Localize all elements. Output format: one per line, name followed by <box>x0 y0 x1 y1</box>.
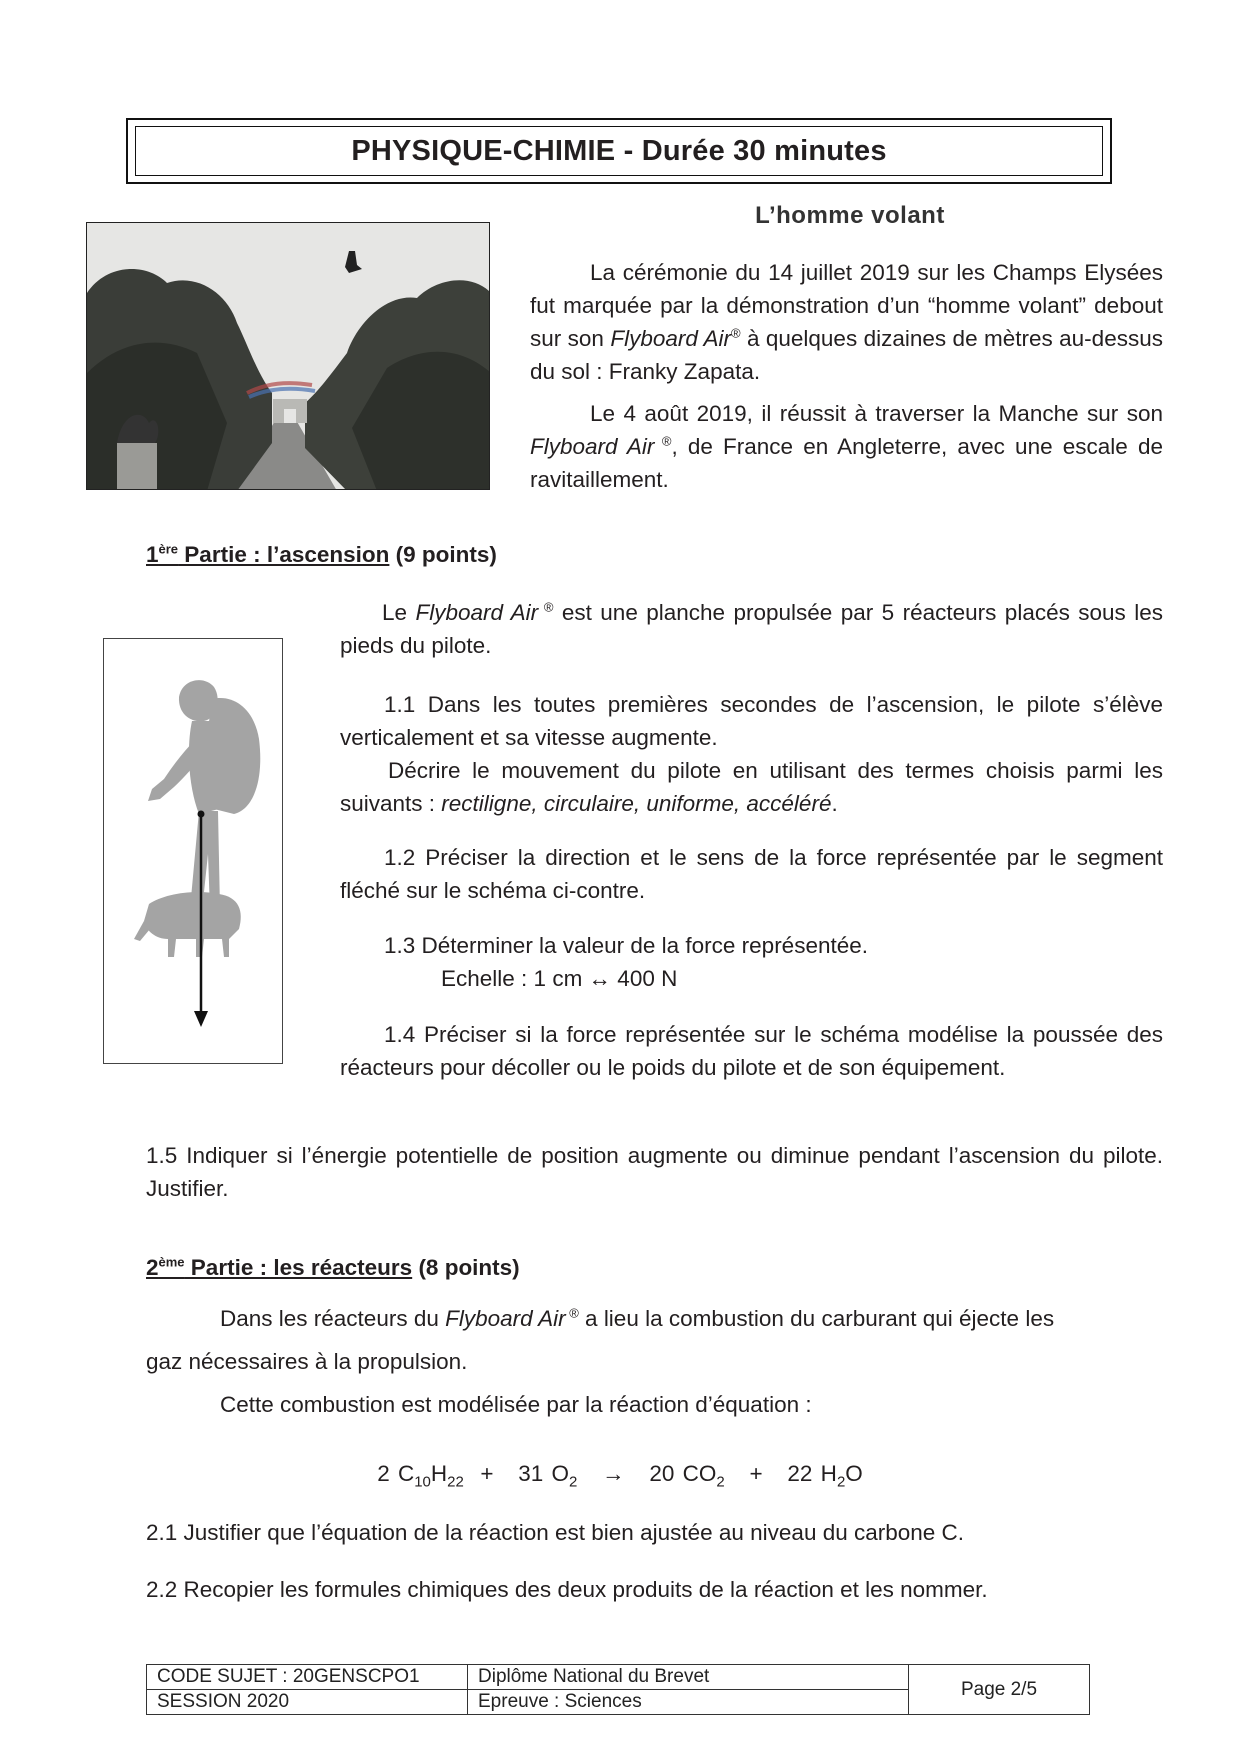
text-run: H <box>430 1461 448 1486</box>
footer-exam: Epreuve : Sciences <box>468 1690 909 1715</box>
footer-code: CODE SUJET : 20GENSCPO1 <box>147 1665 468 1690</box>
text-run: O <box>845 1461 863 1486</box>
part2-intro-line-3: Cette combustion est modélisée par la réaction d’équation : <box>220 1392 812 1417</box>
question-1-4-text: 1.4 Préciser si la force représentée sur le schéma modélise la poussée des réacteurs pour décoller ou le poids du pilote et de son équipement. <box>340 1022 1163 1080</box>
text-run: 10 <box>414 1473 431 1491</box>
text-run: , de France en Angleterre, avec une escale de ravitaillement. <box>530 434 1163 492</box>
question-1-2-text: 1.2 Préciser la direction et le sens de la force représentée par le segment fléché sur le schéma ci-contre. <box>340 845 1163 903</box>
part2-heading-sup: ème <box>158 1254 185 1270</box>
text-run: → 20 CO <box>577 1461 717 1486</box>
text-run: Flyboard Air <box>445 1306 566 1331</box>
part2-heading-title: Partie : les réacteurs <box>184 1255 413 1280</box>
part2-heading <box>146 1255 520 1281</box>
question-1-4 <box>340 1018 1163 1084</box>
text-run: + 31 O <box>463 1461 570 1486</box>
intro-paragraph-2 <box>530 397 1163 496</box>
text-run: à quelques dizaines de mètres au-dessus du sol : Franky Zapata. <box>530 326 1163 384</box>
part2-intro-line-2: gaz nécessaires à la propulsion. <box>146 1349 468 1374</box>
footer-session: SESSION 2020 <box>147 1690 468 1715</box>
question-1-3-scale: Echelle : 1 cm ↔ 400 N <box>441 966 678 991</box>
text-run: Flyboard Air <box>415 600 539 625</box>
question-1-1 <box>340 688 1163 820</box>
footer-page: Page 2/5 <box>909 1665 1090 1715</box>
text-run: Décrire le mouvement du pilote en utilisant des termes choisis parmi les suivants : <box>340 758 1163 816</box>
question-1-5 <box>146 1139 1163 1205</box>
text-run: Le 4 août 2019, il réussit à traverser la Manche sur son <box>590 401 1163 426</box>
question-2-1: 2.1 Justifier que l’équation de la réaction est bien ajustée au niveau du carbone C. <box>146 1520 965 1545</box>
part1-intro-text <box>340 596 1163 662</box>
text-run: Flyboard Air <box>610 326 731 351</box>
question-1-5-text: 1.5 Indiquer si l’énergie potentielle de position augmente ou diminue pendant l’ascension du pilote. Justifier. <box>146 1143 1163 1201</box>
part1-intro <box>340 596 1163 662</box>
text-run: a lieu la combustion du carburant qui éjecte les <box>578 1306 1055 1331</box>
intro-text <box>530 256 1163 496</box>
text-run: 22 <box>447 1473 464 1491</box>
intro-paragraph-1 <box>530 256 1163 388</box>
text-run: + 22 H <box>724 1461 837 1486</box>
part2-heading-points: (8 points) <box>412 1255 520 1280</box>
question-1-1-instruction <box>340 754 1163 820</box>
part1-heading <box>146 542 497 568</box>
text-run: ® <box>565 1305 579 1321</box>
part2-intro-line-1 <box>220 1302 1180 1335</box>
footer-row <box>147 1665 1090 1690</box>
title-box <box>135 126 1103 176</box>
text-run: rectiligne, circulaire, uniforme, accéléré <box>441 791 832 816</box>
text-run: . <box>831 791 838 816</box>
page-title: PHYSIQUE-CHIMIE - Durée 30 minutes <box>351 134 887 167</box>
question-1-1-text: 1.1 Dans les toutes premières secondes de l’ascension, le pilote s’élève verticalement et sa vitesse augmente. <box>340 692 1163 750</box>
text-run: ® <box>654 433 672 449</box>
photo-illustration <box>87 223 490 490</box>
text-run: ® <box>730 325 741 341</box>
champs-elysees-photo <box>86 222 490 490</box>
text-run: est une planche propulsée par 5 réacteurs placés sous les pieds du pilote. <box>340 600 1163 658</box>
question-1-3 <box>340 929 1163 995</box>
footer-diploma: Diplôme National du Brevet <box>468 1665 909 1690</box>
part1-heading-points: (9 points) <box>389 542 497 567</box>
text-run: Flyboard Air <box>530 434 655 459</box>
part1-heading-title: Partie : l’ascension <box>178 542 390 567</box>
text-run: 2 C <box>377 1461 415 1486</box>
part1-heading-number: 1 <box>146 542 159 567</box>
part1-heading-sup: ère <box>158 541 179 557</box>
question-2-2: 2.2 Recopier les formules chimiques des deux produits de la réaction et les nommer. <box>146 1577 988 1602</box>
text-run: 2 <box>836 1473 846 1491</box>
text-run: La cérémonie du 14 juillet 2019 sur les Champs Elysées fut marquée par la démonstration d’un “homme volant” debout sur son <box>530 260 1163 351</box>
text-run: 2 <box>569 1473 578 1491</box>
chemical-equation <box>0 1461 1240 1491</box>
text-run: Dans les réacteurs du <box>220 1306 446 1331</box>
subtitle: L’homme volant <box>755 202 945 229</box>
part2-heading-number: 2 <box>146 1255 159 1280</box>
text-run: Le <box>382 600 416 625</box>
pilot-figure <box>103 638 283 1064</box>
question-1-2 <box>340 841 1163 907</box>
text-run: ® <box>538 599 554 615</box>
pilot-silhouette-icon <box>104 639 281 1062</box>
footer-table <box>146 1664 1090 1715</box>
text-run: 2 <box>716 1473 725 1491</box>
question-1-3-text: 1.3 Déterminer la valeur de la force représentée. <box>384 933 869 958</box>
